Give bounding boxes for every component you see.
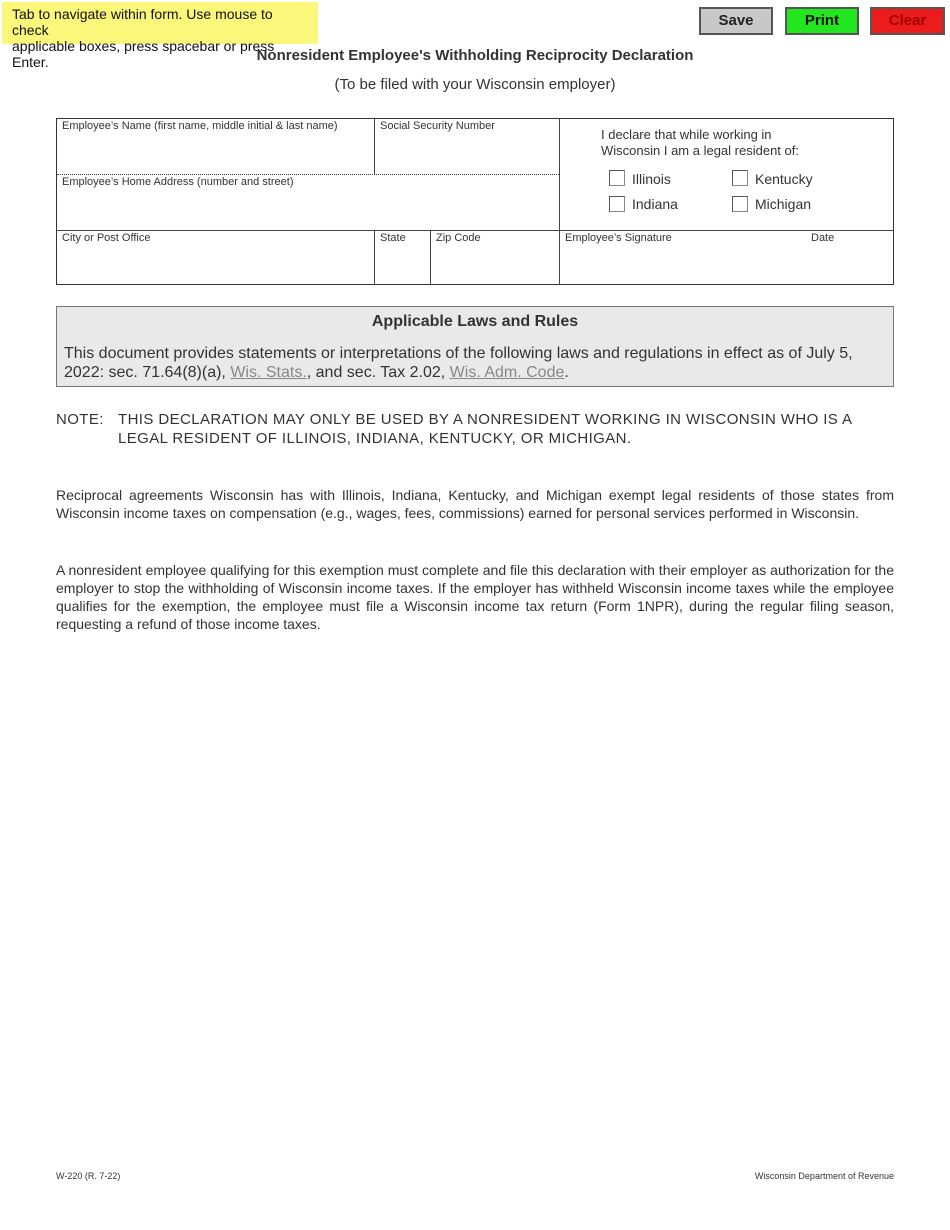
- zip-label: Zip Code: [436, 232, 481, 244]
- declaration-line-2: Wisconsin I am a legal resident of:: [601, 143, 799, 158]
- instructions-banner: [2, 2, 318, 70]
- save-button[interactable]: Save: [699, 7, 773, 35]
- kentucky-checkbox[interactable]: [732, 170, 748, 186]
- kentucky-label: Kentucky: [755, 171, 813, 187]
- ssn-label: Social Security Number: [380, 120, 495, 132]
- signature-label: Employee’s Signature: [565, 232, 672, 244]
- form-id: W-220 (R. 7-22): [56, 1171, 121, 1181]
- laws-text-part-3: .: [564, 364, 569, 381]
- employee-info-form: [56, 118, 894, 285]
- illinois-checkbox[interactable]: [609, 170, 625, 186]
- city-field[interactable]: [57, 231, 374, 285]
- indiana-checkbox[interactable]: [609, 196, 625, 212]
- ssn-field[interactable]: [375, 119, 559, 174]
- city-label: City or Post Office: [62, 232, 151, 244]
- declaration-line-1: I declare that while working in: [601, 127, 772, 142]
- reciprocal-agreements-paragraph: Reciprocal agreements Wisconsin has with Illinois, Indiana, Kentucky, and Michigan exempt legal residents of those states from Wisconsin income taxes on compensation (e.g., wages, fees, commissions) earned for personal services performed in Wisconsin.: [56, 487, 894, 521]
- laws-title: Applicable Laws and Rules: [371, 313, 579, 330]
- date-label: Date: [811, 232, 835, 244]
- home-address-label: Employee’s Home Address (number and street): [62, 176, 294, 188]
- michigan-label: Michigan: [755, 196, 812, 212]
- employee-name-field[interactable]: [57, 119, 374, 174]
- instructions-line-2: applicable boxes, press spacebar or press Enter.: [12, 38, 275, 70]
- wis-adm-code-link[interactable]: Wis. Adm. Code: [449, 364, 565, 381]
- clear-button[interactable]: Clear: [870, 7, 945, 35]
- state-label: State: [380, 232, 406, 244]
- note-text: THIS DECLARATION MAY ONLY BE USED BY A NONRESIDENT WORKING IN WISCONSIN WHO IS A LEGAL RESIDENT OF ILLINOIS, INDIANA, KENTUCKY, OR MICHIGAN.: [118, 411, 852, 447]
- instructions-line-1: Tab to navigate within form. Use mouse to check: [12, 6, 273, 38]
- agency-name: Wisconsin Department of Revenue: [754, 1171, 894, 1181]
- applicable-laws-box: [56, 306, 894, 387]
- laws-text: [64, 344, 890, 382]
- home-address-field[interactable]: [57, 175, 559, 230]
- indiana-label: Indiana: [632, 196, 678, 212]
- state-field[interactable]: [375, 231, 430, 285]
- residency-declaration: [601, 127, 799, 159]
- wis-stats-link[interactable]: Wis. Stats.: [230, 364, 307, 381]
- zip-field[interactable]: [431, 231, 559, 285]
- print-button[interactable]: Print: [785, 7, 859, 35]
- laws-text-part-1: This document provides statements or interpretations of the following laws and regulations in effect as of July 5, 2022: sec. 71.64(8)(a),: [64, 345, 853, 381]
- employee-name-label: Employee’s Name (first name, middle initial & last name): [62, 120, 338, 132]
- michigan-checkbox[interactable]: [732, 196, 748, 212]
- note-label: NOTE:: [56, 411, 104, 428]
- form-subtitle: (To be filed with your Wisconsin employer): [334, 76, 616, 93]
- exemption-paragraph: A nonresident employee qualifying for this exemption must complete and file this declaration with their employer as authorization for the employer to stop the withholding of Wisconsin income taxes. If the employer has withheld Wisconsin income taxes while the employee qualifies for the exemption, the employee must file a Wisconsin income tax return (Form 1NPR), during the regular filing season, requesting a refund of those income taxes.: [56, 562, 894, 632]
- laws-text-part-2: , and sec. Tax 2.02,: [306, 364, 450, 381]
- signature-field[interactable]: [560, 231, 806, 285]
- form-title: Nonresident Employee's Withholding Reciprocity Declaration: [256, 47, 694, 64]
- date-field[interactable]: [806, 231, 894, 285]
- illinois-label: Illinois: [632, 171, 671, 187]
